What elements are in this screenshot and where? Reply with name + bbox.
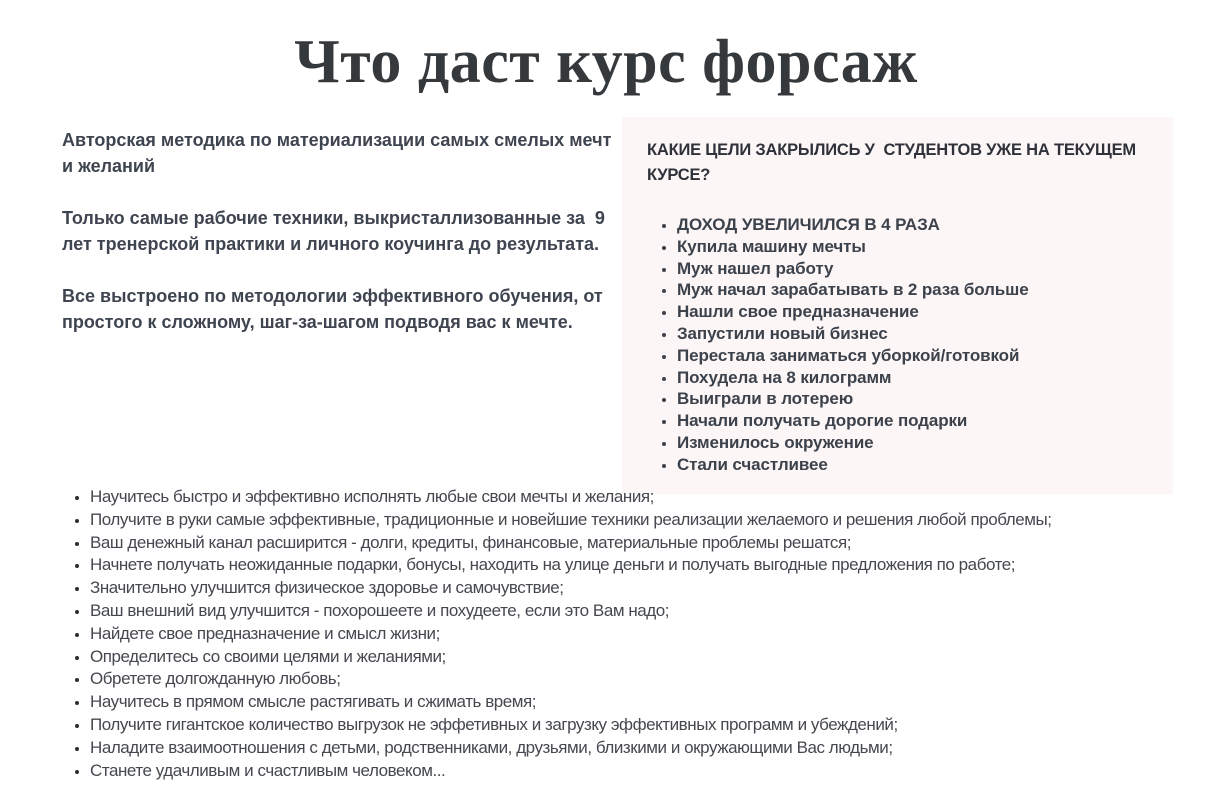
benefit-item: • Найдете свое предназначение и смысл жизни;	[90, 623, 1176, 646]
student-goal-item: • Стали счастливее	[677, 454, 1148, 476]
benefit-item: • Начнете получать неожиданные подарки, бонусы, находить на улице деньги и получать выгодные предложения по работе;	[90, 554, 1176, 577]
benefit-item: • Значительно улучшится физическое здоровье и самочувствие;	[90, 577, 1176, 600]
student-goals-list	[647, 214, 1148, 476]
student-goal-item: • Муж нашел работу	[677, 258, 1148, 280]
benefit-item: • Научитесь в прямом смысле растягивать и сжимать время;	[90, 691, 1176, 714]
benefit-item: • Получите гигантское количество выгрузок не эффетивных и загрузку эффективных программ и убеждений;	[90, 714, 1176, 737]
student-goal-item: • Купила машину мечты	[677, 236, 1148, 258]
student-goal-item: • Начали получать дорогие подарки	[677, 410, 1148, 432]
student-goal-item: • Муж начал зарабатывать в 2 раза больше	[677, 279, 1148, 301]
benefit-item: • Научитесь быстро и эффективно исполнять любые свои мечты и желания;	[90, 486, 1176, 509]
page-title: Что даст курс форсаж	[294, 28, 918, 96]
benefits-list	[62, 486, 1176, 782]
benefit-item: • Станете удачливым и счастливым человеком...	[90, 760, 1176, 783]
student-goal-item: • Выиграли в лотерею	[677, 388, 1148, 410]
student-goal-item: • Перестала заниматься уборкой/готовкой	[677, 345, 1148, 367]
student-goals-box	[622, 117, 1173, 494]
benefit-item: • Обретете долгожданную любовь;	[90, 668, 1176, 691]
intro-paragraph-structure: Все выстроено по методологии эффективного обучения, от простого к сложному, шаг-за-шагом подводя вас к мечте.	[62, 286, 608, 332]
benefit-item: • Определитесь со своими целями и желаниями;	[90, 646, 1176, 669]
intro-section	[62, 127, 618, 361]
student-goal-item: • Нашли свое предназначение	[677, 301, 1148, 323]
benefit-item: • Получите в руки самые эффективные, традиционные и новейшие техники реализации желаемого и решения любой проблемы;	[90, 509, 1176, 532]
student-goal-item: • ДОХОД УВЕЛИЧИЛСЯ В 4 РАЗА	[677, 214, 1148, 236]
intro-paragraph-methodology: Авторская методика по материализации самых смелых мечт и желаний	[62, 130, 617, 176]
student-goal-item: • Запустили новый бизнес	[677, 323, 1148, 345]
student-goal-item: • Изменилось окружение	[677, 432, 1148, 454]
student-goals-heading: КАКИЕ ЦЕЛИ ЗАКРЫЛИСЬ У СТУДЕНТОВ УЖЕ НА ТЕКУЩЕМ КУРСЕ?	[647, 141, 1141, 184]
student-goal-item: • Похудела на 8 килограмм	[677, 367, 1148, 389]
benefits-section	[62, 486, 1176, 782]
intro-paragraph-techniques: Только самые рабочие техники, выкристаллизованные за 9 лет тренерской практики и личного коучинга до результата.	[62, 208, 610, 254]
benefit-item: • Ваш денежный канал расширится - долги, кредиты, финансовые, материальные проблемы решатся;	[90, 532, 1176, 555]
benefit-item: • Наладите взаимоотношения с детьми, родственниками, друзьями, близкими и окружающими Вас людьми;	[90, 737, 1176, 760]
benefit-item: • Ваш внешний вид улучшится - похорошеете и похудеете, если это Вам надо;	[90, 600, 1176, 623]
